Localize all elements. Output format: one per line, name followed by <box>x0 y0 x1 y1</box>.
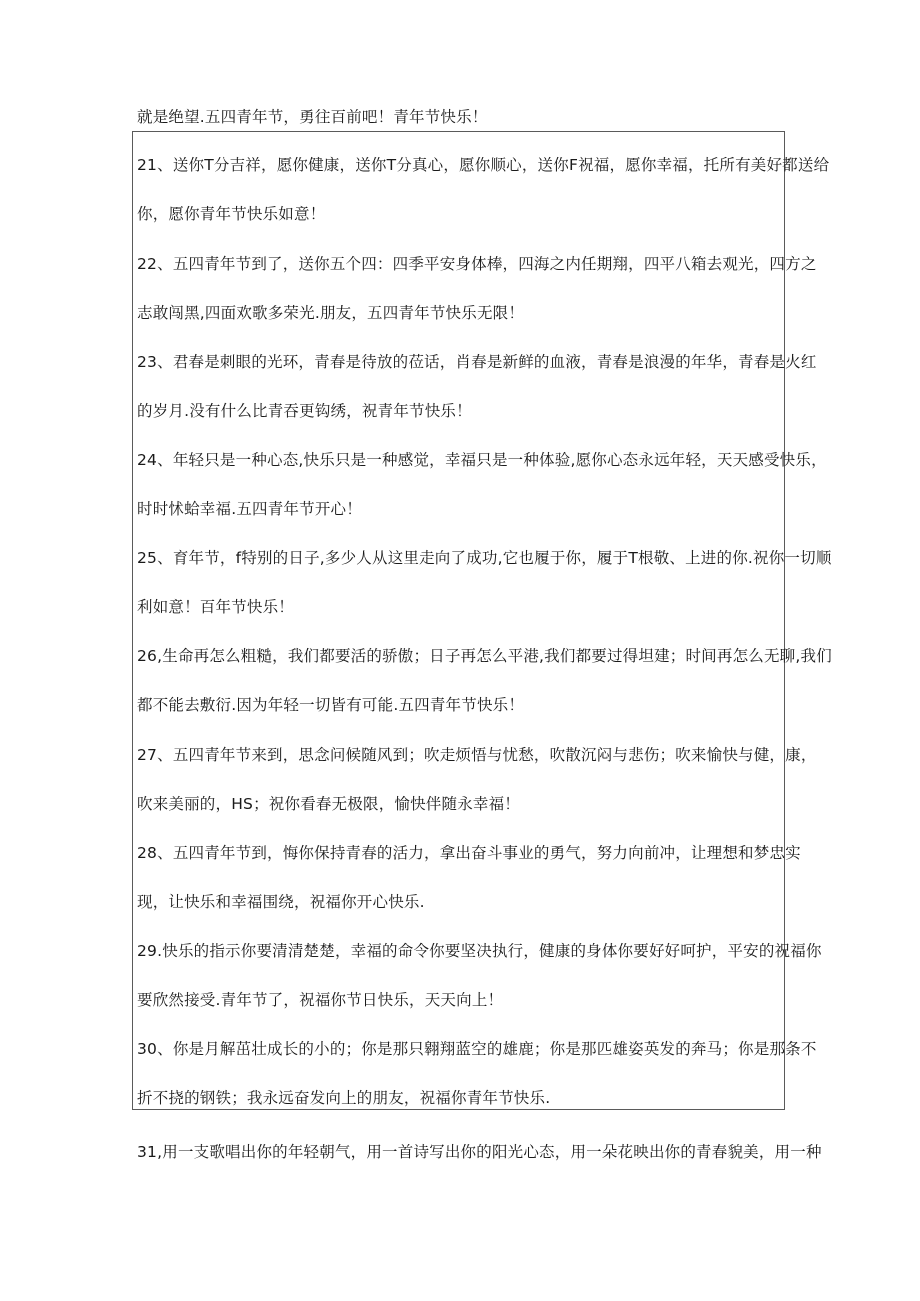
text-line-bottom: 31,用一支歌唱出你的年轻朝气，用一首诗写出你的阳光心态，用一朵花映出你的青春貌美，用一种 <box>137 1143 822 1161</box>
text-line: 你，愿你青年节快乐如意！ <box>137 205 326 223</box>
text-line-top: 就是绝望.五四青年节，勇往百前吧！青年节快乐！ <box>137 108 488 126</box>
text-line: 24、年轻只是一种心态,快乐只是一种感觉，幸福只是一种体验,愿你心态永远年轻，天天感受快乐， <box>137 451 827 469</box>
text-line: 时时怵蛤幸福.五四青年节开心！ <box>137 500 362 518</box>
text-line: 23、君春是刺眼的光环，青春是待放的莅话，肖春是新鲜的血液，青春是浪漫的年华，青春是火红 <box>137 353 817 371</box>
text-line: 的岁月.没有什么比青吞更钩绣，祝青年节快乐！ <box>137 402 472 420</box>
text-line: 吹来美丽的，HS；祝你看春无极限，愉快伴随永幸福！ <box>137 795 520 813</box>
text-line: 27、五四青年节来到，思念问候随风到；吹走烦悟与忧愁，吹散沉闷与悲伤；吹来愉快与健，康， <box>137 746 817 764</box>
text-line: 30、你是月解茁壮成长的小的；你是那只翱翔蓝空的雄鹿；你是那匹雄姿英发的奔马；你是那条不 <box>137 1040 817 1058</box>
text-line: 25、育年节，f特别的日子,多少人从这里走向了成功,它也履于你，履于T根敬、上进的你.祝你一切顺 <box>137 549 832 567</box>
text-line: 29.快乐的指示你要清清楚楚，幸福的命令你要坚决执行，健康的身体你要好好呵护，平安的祝福你 <box>137 942 822 960</box>
text-line: 现，让快乐和幸福围绕，祝福你开心快乐. <box>137 893 425 911</box>
text-line: 要欣然接受.青年节了，祝福你节日快乐，天天向上！ <box>137 991 504 1009</box>
text-line: 利如意！百年节快乐！ <box>137 598 295 616</box>
text-line: 都不能去敷衍.因为年轻一切皆有可能.五四青年节快乐！ <box>137 696 525 714</box>
text-line: 折不挠的钢铁；我永远奋发向上的朋友，祝福你青年节快乐. <box>137 1089 551 1107</box>
text-line: 22、五四青年节到了，送你五个四：四季平安身体棒，四海之内任期翔，四平八箱去观光，四方之 <box>137 255 817 273</box>
text-line: 志敢闯黑,四面欢歌多荣光.朋友，五四青年节快乐无限！ <box>137 304 525 322</box>
text-frame <box>132 131 785 1110</box>
text-line: 26,生命再怎么粗糙，我们都要活的骄傲；日子再怎么平港,我们都要过得坦建；时间再怎么无聊,我们 <box>137 647 832 665</box>
text-line: 21、送你T分吉祥，愿你健康，送你T分真心，愿你顺心，送你F祝福，愿你幸福，托所有美好都送给 <box>137 156 830 174</box>
text-line: 28、五四青年节到，悔你保持青春的活力，拿出奋斗事业的勇气，努力向前冲，让理想和梦忠实 <box>137 844 801 862</box>
